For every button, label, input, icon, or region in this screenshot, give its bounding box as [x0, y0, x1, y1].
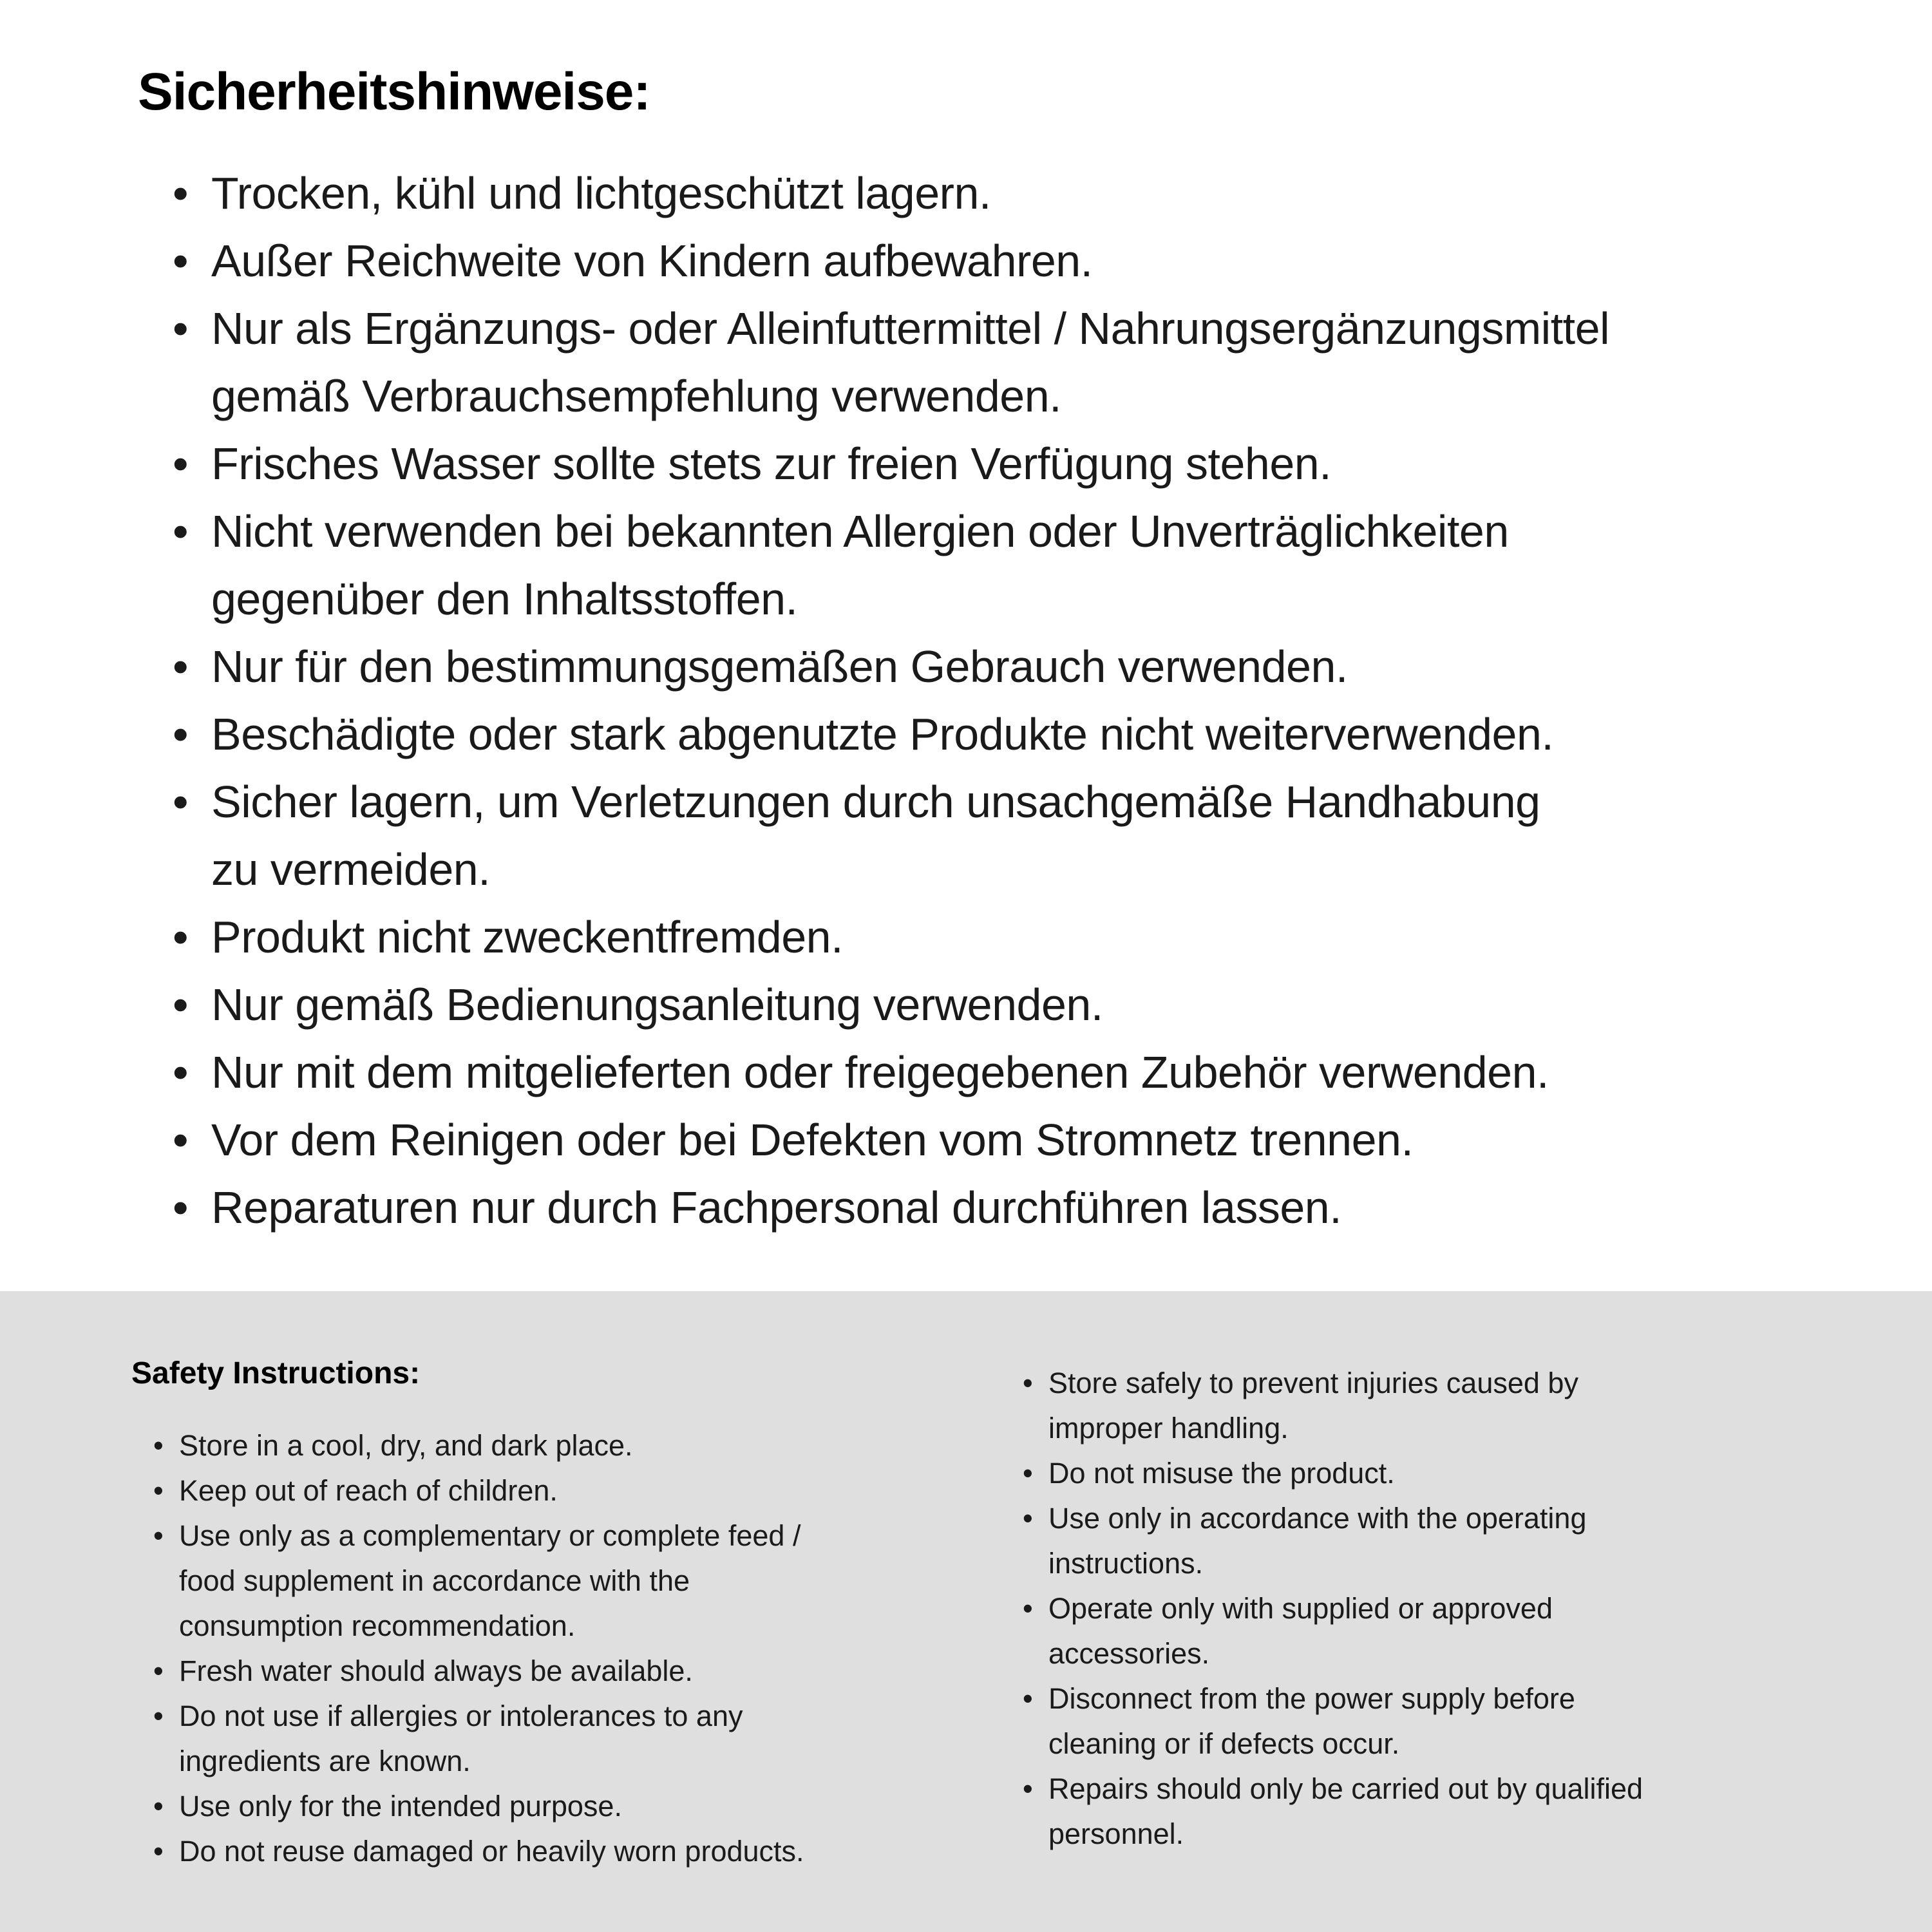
- bullet-icon: •: [1023, 1682, 1033, 1715]
- text-line: Frisches Wasser sollte stets zur freien Verfügung stehen.: [211, 439, 1332, 489]
- text-line: Trocken, kühl und lichtgeschützt lagern.: [211, 168, 991, 218]
- text-line: ingredients are known.: [179, 1745, 471, 1777]
- text-line: cleaning or if defects occur.: [1048, 1727, 1400, 1760]
- list-item: [173, 701, 1886, 768]
- text-line: gegenüber den Inhaltsstoffen.: [211, 574, 798, 624]
- text-line: Do not reuse damaged or heavily worn products.: [179, 1835, 804, 1868]
- text-line: food supplement in accordance with the: [179, 1564, 690, 1597]
- text-line: Nur gemäß Bedienungsanleitung verwenden.: [211, 980, 1103, 1030]
- text-line: Operate only with supplied or approved: [1048, 1592, 1553, 1625]
- text-line: Repairs should only be carried out by qualified: [1048, 1772, 1643, 1805]
- list-item: [1023, 1496, 1911, 1586]
- list-item: [153, 1423, 1016, 1468]
- text-line: Sicher lagern, um Verletzungen durch unsachgemäße Handhabung: [211, 777, 1540, 827]
- list-item: [153, 1468, 1016, 1513]
- list-item: [153, 1784, 1016, 1829]
- list-item: [173, 633, 1886, 701]
- bullet-icon: •: [173, 439, 189, 489]
- english-left-column: [153, 1423, 1016, 1874]
- text-line: improper handling.: [1048, 1412, 1289, 1444]
- text-line: Use only as a complementary or complete feed /: [179, 1519, 801, 1552]
- bullet-icon: •: [173, 912, 189, 962]
- list-item: [173, 1174, 1886, 1242]
- text-line: zu vermeiden.: [211, 844, 491, 895]
- list-item: [1023, 1586, 1911, 1676]
- bullet-icon: •: [173, 1115, 189, 1165]
- bullet-icon: •: [1023, 1772, 1033, 1805]
- text-line: Nur für den bestimmungsgemäßen Gebrauch verwenden.: [211, 641, 1348, 692]
- english-section: [0, 1291, 1932, 1932]
- bullet-icon: •: [173, 709, 189, 759]
- bullet-icon: •: [173, 1182, 189, 1233]
- text-line: Use only in accordance with the operating: [1048, 1502, 1587, 1535]
- text-line: accessories.: [1048, 1637, 1210, 1670]
- list-item: [173, 295, 1886, 430]
- list-item: [153, 1694, 1016, 1784]
- text-line: Use only for the intended purpose.: [179, 1790, 622, 1823]
- list-item: [173, 160, 1886, 227]
- list-item: [173, 768, 1886, 904]
- bullet-icon: •: [173, 980, 189, 1030]
- text-line: Produkt nicht zweckentfremden.: [211, 912, 844, 962]
- text-line: Do not use if allergies or intolerances to any: [179, 1700, 743, 1732]
- list-item: [173, 430, 1886, 498]
- list-item: [153, 1649, 1016, 1694]
- bullet-icon: •: [173, 236, 189, 286]
- text-line: gemäß Verbrauchsempfehlung verwenden.: [211, 371, 1062, 421]
- bullet-icon: •: [173, 303, 189, 354]
- text-line: Nicht verwenden bei bekannten Allergien oder Unverträglichkeiten: [211, 506, 1509, 556]
- text-line: Vor dem Reinigen oder bei Defekten vom Stromnetz trennen.: [211, 1115, 1414, 1165]
- list-item: [173, 498, 1886, 633]
- list-item: [173, 1039, 1886, 1106]
- text-line: personnel.: [1048, 1817, 1184, 1850]
- bullet-icon: •: [153, 1790, 164, 1823]
- bullet-icon: •: [173, 641, 189, 692]
- text-line: Store in a cool, dry, and dark place.: [179, 1429, 633, 1462]
- list-item: [173, 227, 1886, 295]
- bullet-icon: •: [153, 1700, 164, 1732]
- german-bullet-list: [173, 160, 1886, 1242]
- list-item: [153, 1829, 1016, 1874]
- text-line: Reparaturen nur durch Fachpersonal durchführen lassen.: [211, 1182, 1342, 1233]
- text-line: Do not misuse the product.: [1048, 1457, 1395, 1490]
- bullet-icon: •: [153, 1835, 164, 1868]
- list-item: [173, 904, 1886, 971]
- list-item: [173, 971, 1886, 1039]
- text-line: consumption recommendation.: [179, 1609, 576, 1642]
- bullet-icon: •: [1023, 1502, 1033, 1535]
- english-title: Safety Instructions:: [131, 1356, 421, 1390]
- bullet-icon: •: [173, 777, 189, 827]
- bullet-icon: •: [153, 1654, 164, 1687]
- list-item: [173, 1106, 1886, 1174]
- list-item: [1023, 1451, 1911, 1496]
- text-line: Nur als Ergänzungs- oder Alleinfuttermittel / Nahrungsergänzungsmittel: [211, 303, 1610, 354]
- bullet-icon: •: [1023, 1592, 1033, 1625]
- text-line: Außer Reichweite von Kindern aufbewahren.: [211, 236, 1093, 286]
- text-line: Fresh water should always be available.: [179, 1654, 693, 1687]
- bullet-icon: •: [173, 168, 189, 218]
- bullet-icon: •: [173, 1047, 189, 1097]
- bullet-icon: •: [153, 1474, 164, 1507]
- list-item: [153, 1513, 1016, 1649]
- bullet-icon: •: [1023, 1457, 1033, 1490]
- bullet-icon: •: [153, 1519, 164, 1552]
- german-title: Sicherheitshinweise:: [138, 62, 650, 121]
- text-line: Disconnect from the power supply before: [1048, 1682, 1575, 1715]
- text-line: instructions.: [1048, 1547, 1204, 1580]
- bullet-icon: •: [153, 1429, 164, 1462]
- text-line: Keep out of reach of children.: [179, 1474, 558, 1507]
- english-right-column: [1023, 1361, 1911, 1857]
- text-line: Beschädigte oder stark abgenutzte Produkte nicht weiterverwenden.: [211, 709, 1554, 759]
- list-item: [1023, 1361, 1911, 1451]
- bullet-icon: •: [1023, 1367, 1033, 1399]
- text-line: Store safely to prevent injuries caused by: [1048, 1367, 1578, 1399]
- bullet-icon: •: [173, 506, 189, 556]
- text-line: Nur mit dem mitgelieferten oder freigegebenen Zubehör verwenden.: [211, 1047, 1549, 1097]
- list-item: [1023, 1766, 1911, 1857]
- list-item: [1023, 1676, 1911, 1766]
